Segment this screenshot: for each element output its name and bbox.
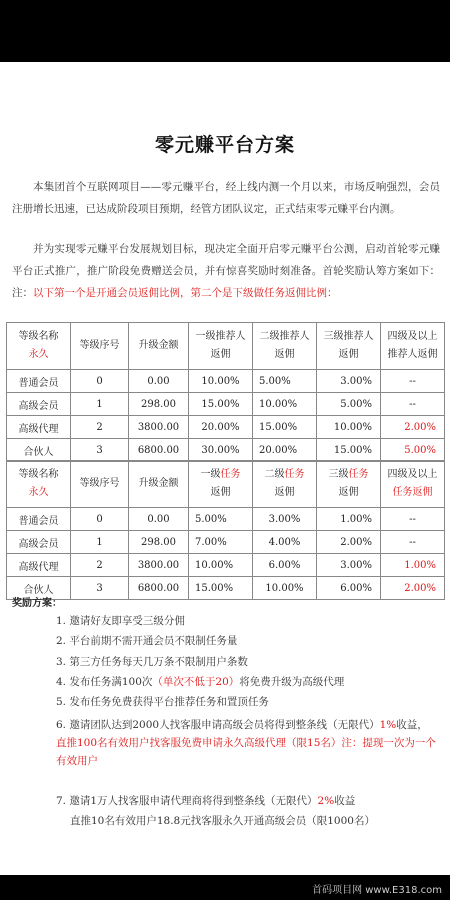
header-upgrade-amount: 升级金额 xyxy=(129,461,189,508)
table-row: 高级会员 1 298.00 7.00% 4.00% 2.00% -- xyxy=(7,531,445,554)
table-row: 合伙人 3 6800.00 30.00% 20.00% 15.00% 5.00% xyxy=(7,439,445,462)
page-title: 零元赚平台方案 xyxy=(154,134,295,156)
reward-item-3: 3. 第三方任务每天几万条不限制用户条数 xyxy=(56,656,248,668)
header-level1: 一级推荐人返佣 xyxy=(189,323,253,370)
header-level-name: 等级名称 永久 xyxy=(7,323,71,370)
intro-paragraph-1: 本集团首个互联网项目——零元赚平台，经上线内测一个月以来，市场反响强烈，会员注册增长迅速，已达成阶段项目预期，经管方团队议定，正式结束零元赚平台内测。 xyxy=(12,181,440,215)
rewards-heading: 奖励方案： xyxy=(12,598,62,609)
rebate-table-tasks xyxy=(6,460,445,600)
header-level-name: 等级名称 永久 xyxy=(7,461,71,508)
intro-p2-text: 并为实现零元赚平台发展规划目标，现决定全面开启零元赚平台公测，启动首轮零元赚平台正式推广，推广阶段免费赠送会员，并有惊喜奖励时刻准备。首轮奖励认筹方案如下：注： xyxy=(12,243,440,299)
header-level3: 三级推荐人返佣 xyxy=(317,323,381,370)
reward-item-7: 7. 邀请1万人找客服申请代理商将得到整条线（无限代）2%收益 xyxy=(56,795,356,807)
table-row: 高级代理 2 3800.00 10.00% 6.00% 3.00% 1.00% xyxy=(7,554,445,577)
reward-item-5: 5. 发布任务免费获得平台推荐任务和置顶任务 xyxy=(56,696,269,708)
header-task-level4plus: 四级及以上 任务返佣 xyxy=(381,461,445,508)
header-upgrade-amount: 升级金额 xyxy=(129,323,189,370)
table-row: 普通会员 0 0.00 10.00% 5.00% 3.00% -- xyxy=(7,370,445,393)
header-task-level2: 二级任务 返佣 xyxy=(253,461,317,508)
reward-item-4: 4. 发布任务满100次（单次不低于20）将免费升级为高级代理 xyxy=(56,676,345,688)
header-task-level3: 三级任务 返佣 xyxy=(317,461,381,508)
reward-item-1: 1. 邀请好友即享受三级分佣 xyxy=(56,615,185,627)
header-level-index: 等级序号 xyxy=(71,461,129,508)
intro-p2-red-note: 以下第一个是开通会员返佣比例，第二个是下级做任务返佣比例： xyxy=(33,287,338,299)
table-row: 合伙人 3 6800.00 15.00% 10.00% 6.00% 2.00% xyxy=(7,577,445,600)
table-row: 普通会员 0 0.00 5.00% 3.00% 1.00% -- xyxy=(7,508,445,531)
header-level-index: 等级序号 xyxy=(71,323,129,370)
header-level2: 二级推荐人返佣 xyxy=(253,323,317,370)
reward-item-7-sub: 直推10名有效用户18.8元找客服永久开通高级会员（限1000名） xyxy=(70,815,375,827)
rebate-table-membership xyxy=(6,322,445,462)
header-level4plus: 四级及以上推荐人返佣 xyxy=(381,323,445,370)
intro-paragraph-2 xyxy=(12,238,440,304)
table-row: 高级会员 1 298.00 15.00% 10.00% 5.00% -- xyxy=(7,393,445,416)
header-task-level1: 一级任务 返佣 xyxy=(189,461,253,508)
table-row: 高级代理 2 3800.00 20.00% 15.00% 10.00% 2.00% xyxy=(7,416,445,439)
reward-item-6: 6. 邀请团队达到2000人找客服申请高级会员将得到整条线（无限代）1%收益，直推100名有效用户找客服免费申请永久高级代理（限15名）注：提现一次为一个有效用户 xyxy=(56,719,436,767)
reward-item-2: 2. 平台前期不需开通会员不限制任务量 xyxy=(56,635,238,647)
watermark-footer: 首码项目网 www.E318.com xyxy=(312,885,442,896)
